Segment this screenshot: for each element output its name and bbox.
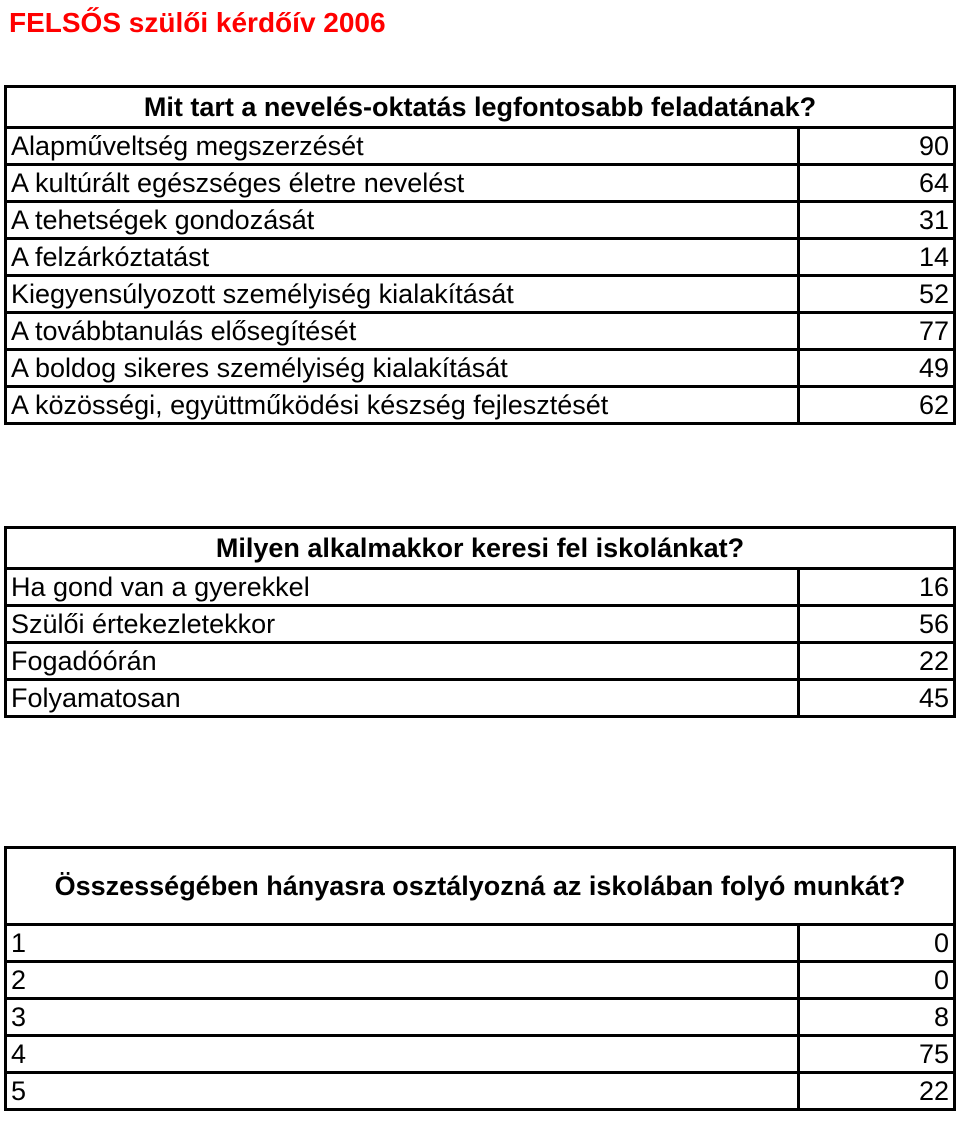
row-label: Folyamatosan bbox=[6, 680, 799, 717]
survey-table-visits bbox=[4, 526, 956, 718]
row-value: 22 bbox=[798, 1073, 954, 1110]
table-row bbox=[6, 999, 955, 1036]
row-label: A felzárkóztatást bbox=[6, 239, 799, 276]
row-label: Fogadóórán bbox=[6, 643, 799, 680]
table-row bbox=[6, 569, 955, 606]
row-label: Kiegyensúlyozott személyiség kialakítását bbox=[6, 276, 799, 313]
row-label: Szülői értekezletekkor bbox=[6, 606, 799, 643]
table-row bbox=[6, 276, 955, 313]
table-header-row bbox=[6, 87, 955, 128]
row-value: 90 bbox=[798, 128, 954, 165]
row-label: 5 bbox=[6, 1073, 799, 1110]
row-value: 0 bbox=[798, 925, 954, 962]
row-value: 8 bbox=[798, 999, 954, 1036]
row-value: 45 bbox=[799, 680, 955, 717]
table-row bbox=[6, 1036, 955, 1073]
row-label: 4 bbox=[6, 1036, 799, 1073]
row-label: A továbbtanulás elősegítését bbox=[6, 313, 799, 350]
row-value: 0 bbox=[798, 962, 954, 999]
row-value: 64 bbox=[798, 165, 954, 202]
table-row bbox=[6, 202, 955, 239]
table-row bbox=[6, 643, 955, 680]
table-row bbox=[6, 165, 955, 202]
table-row bbox=[6, 239, 955, 276]
row-value: 31 bbox=[798, 202, 954, 239]
table-row bbox=[6, 313, 955, 350]
row-value: 16 bbox=[799, 569, 955, 606]
row-value: 52 bbox=[798, 276, 954, 313]
table-header-row bbox=[6, 848, 955, 925]
row-label: A kultúrált egészséges életre nevelést bbox=[6, 165, 799, 202]
row-label: A tehetségek gondozását bbox=[6, 202, 799, 239]
row-label: Ha gond van a gyerekkel bbox=[6, 569, 799, 606]
page-title: FELSŐS szülői kérdőív 2006 bbox=[9, 7, 386, 38]
table-row bbox=[6, 387, 955, 424]
row-label: A közösségi, együttműködési készség fejlesztését bbox=[6, 387, 799, 424]
row-label: 1 bbox=[6, 925, 799, 962]
survey-table-grades bbox=[4, 846, 956, 1111]
row-value: 14 bbox=[798, 239, 954, 276]
question-heading: Milyen alkalmakkor keresi fel iskolánkat? bbox=[6, 528, 955, 569]
row-label: Alapműveltség megszerzését bbox=[6, 128, 799, 165]
row-value: 62 bbox=[798, 387, 954, 424]
row-value: 75 bbox=[798, 1036, 954, 1073]
table-header-row bbox=[6, 528, 955, 569]
table-row bbox=[6, 1073, 955, 1110]
table-row bbox=[6, 925, 955, 962]
table-row bbox=[6, 680, 955, 717]
row-label: 3 bbox=[6, 999, 799, 1036]
survey-table-priorities bbox=[4, 85, 956, 425]
question-heading: Összességében hányasra osztályozná az iskolában folyó munkát? bbox=[6, 848, 955, 925]
table-row bbox=[6, 128, 955, 165]
row-value: 56 bbox=[799, 606, 955, 643]
row-value: 22 bbox=[799, 643, 955, 680]
table-row bbox=[6, 350, 955, 387]
table-row bbox=[6, 606, 955, 643]
row-value: 77 bbox=[798, 313, 954, 350]
question-heading: Mit tart a nevelés-oktatás legfontosabb feladatának? bbox=[6, 87, 955, 128]
row-value: 49 bbox=[798, 350, 954, 387]
row-label: A boldog sikeres személyiség kialakítását bbox=[6, 350, 799, 387]
table-row bbox=[6, 962, 955, 999]
row-label: 2 bbox=[6, 962, 799, 999]
